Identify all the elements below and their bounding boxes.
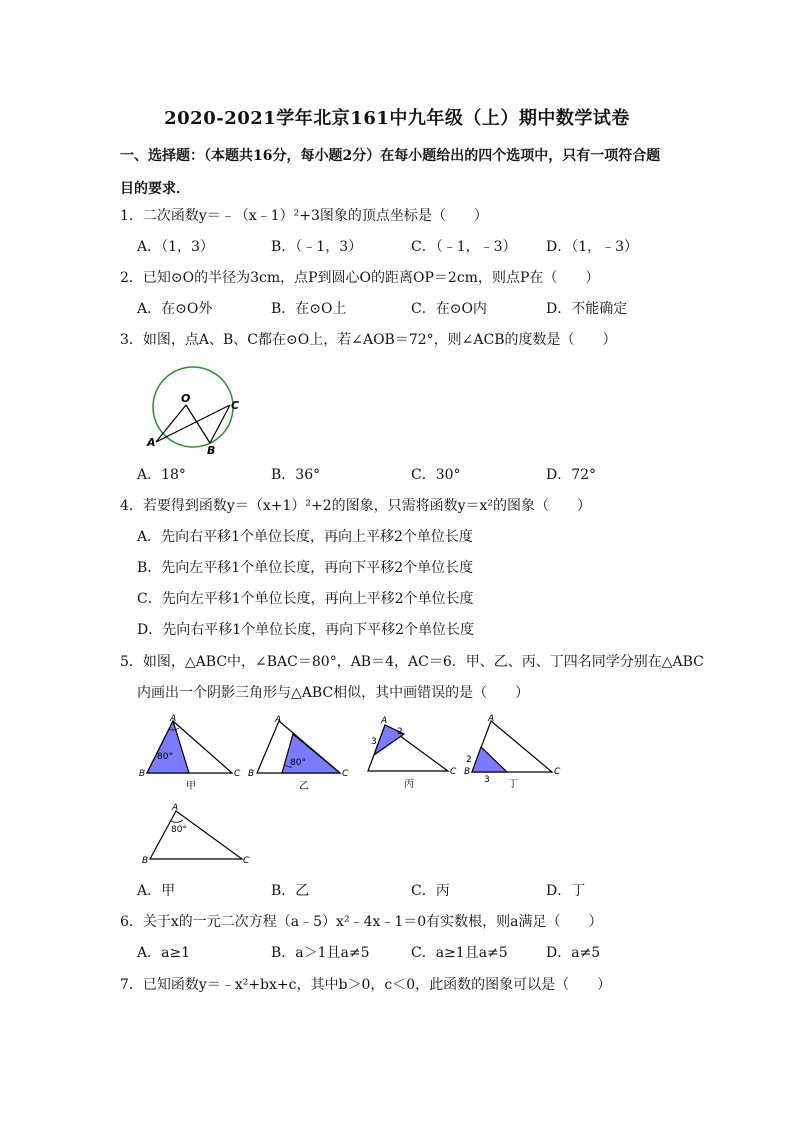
vertex-b: B	[139, 769, 146, 779]
question-2-option-a: A．在⊙O外	[137, 301, 213, 317]
question-4-stem: 4．若要得到函数y＝（x+1）²+2的图象，只需将函数y＝x²的图象（ ）	[120, 498, 592, 514]
question-4-option-d: D．先向右平移1个单位长度，再向下平移2个单位长度	[137, 622, 475, 638]
segment-oa	[156, 405, 186, 442]
figure-yi	[246, 712, 356, 792]
angle-arc	[171, 820, 183, 822]
question-6-option-b: B．a＞1且a≠5	[271, 945, 370, 961]
side-2: 2	[466, 755, 472, 765]
vertex-c: C	[450, 767, 457, 777]
question-4-option-b: B．先向左平移1个单位长度，再向下平移2个单位长度	[137, 560, 474, 576]
question-6-stem: 6．关于x的一元二次方程（a﹣5）x²﹣4x﹣1＝0有实数根，则a满足（ ）	[120, 914, 603, 930]
side-2: 2	[397, 727, 403, 737]
caption-jia: 甲	[186, 781, 196, 792]
question-1-option-d: D．（1，﹣3）	[546, 239, 639, 255]
figure-ding	[462, 712, 574, 792]
caption-ding: 丁	[508, 779, 518, 790]
vertex-a: A	[381, 716, 388, 726]
question-5-option-b: B．乙	[271, 883, 310, 899]
question-2-stem: 2．已知⊙O的半径为3cm，点P到圆心O的距离OP＝2cm，则点P在（ ）	[120, 270, 600, 286]
label-a: A	[147, 436, 156, 449]
question-5-stem-line2: 内画出一个阴影三角形与△ABC相似，其中画错误的是（ ）	[137, 685, 530, 701]
question-5-stem-line1: 5．如图，△ABC中，∠BAC＝80°，AB＝4，AC＝6．甲、乙、丙、丁四名同学分别在△ABC	[120, 654, 704, 670]
segment-ob	[186, 405, 210, 443]
vertex-c: C	[234, 769, 241, 779]
question-6-option-c: C．a≥1且a≠5	[411, 945, 508, 961]
question-2-option-c: C．在⊙O内	[411, 301, 487, 317]
figure-original-triangle	[140, 800, 255, 870]
segment-ac	[156, 405, 230, 442]
question-7-stem: 7．已知函数y＝﹣x²+bx+c，其中b＞0，c＜0，此函数的图象可以是（ ）	[120, 977, 612, 993]
question-3-circle-figure	[140, 362, 250, 462]
vertex-a: A	[170, 714, 177, 724]
question-5-option-c: C．丙	[411, 883, 450, 899]
label-b: B	[207, 444, 216, 457]
triangle-abc	[150, 811, 242, 859]
label-o: O	[181, 392, 191, 405]
question-3-option-c: C．30°	[411, 467, 461, 483]
figure-bing	[360, 712, 472, 792]
label-c: C	[231, 399, 240, 412]
side-3: 3	[371, 737, 377, 747]
vertex-a: A	[488, 714, 495, 724]
vertex-c: C	[554, 767, 561, 777]
vertex-b: B	[248, 769, 255, 779]
figure-jia	[138, 712, 248, 792]
vertex-c: C	[342, 769, 349, 779]
page-title: 2020-2021学年北京161中九年级（上）期中数学试卷	[164, 108, 630, 129]
angle-label: 80°	[171, 825, 187, 835]
question-3-option-d: D．72°	[546, 467, 597, 483]
caption-bing: 丙	[404, 779, 414, 790]
question-5-option-d: D．丁	[546, 883, 586, 899]
section-heading-line2: 目的要求．	[120, 181, 190, 197]
question-3-stem: 3．如图，点A、B、C都在⊙O上，若∠AOB＝72°，则∠ACB的度数是（ ）	[120, 332, 617, 348]
shaded-triangle	[472, 747, 507, 772]
question-3-option-a: A．18°	[137, 467, 186, 483]
question-1-option-b: B．（﹣1，3）	[271, 239, 363, 255]
question-3-option-b: B．36°	[271, 467, 321, 483]
angle-label: 80°	[290, 758, 306, 768]
vertex-c: C	[243, 856, 250, 866]
question-6-option-d: D．a≠5	[546, 945, 601, 961]
question-4-option-c: C．先向左平移1个单位长度，再向上平移2个单位长度	[137, 591, 474, 607]
vertex-b: B	[142, 856, 149, 866]
question-6-option-a: A．a≥1	[137, 945, 191, 961]
question-4-option-a: A．先向右平移1个单位长度，再向上平移2个单位长度	[137, 529, 473, 545]
angle-label: 80°	[157, 752, 173, 762]
question-5-option-a: A．甲	[137, 883, 176, 899]
question-1-option-a: A．（1，3）	[137, 239, 214, 255]
question-2-option-b: B．在⊙O上	[271, 301, 347, 317]
section-heading-line1: 一、选择题：（本题共16分，每小题2分）在每小题给出的四个选项中，只有一项符合题	[120, 148, 661, 164]
side-3: 3	[484, 775, 490, 785]
question-2-option-d: D．不能确定	[546, 301, 628, 317]
vertex-a: A	[172, 803, 179, 813]
vertex-b: B	[464, 767, 471, 777]
question-1-stem: 1．二次函数y＝﹣（x﹣1）²+3图象的顶点坐标是（ ）	[120, 208, 488, 224]
circle-o	[153, 367, 233, 447]
caption-yi: 乙	[299, 781, 309, 792]
vertex-a: A	[275, 715, 282, 725]
question-1-option-c: C．（﹣1，﹣3）	[411, 239, 517, 255]
